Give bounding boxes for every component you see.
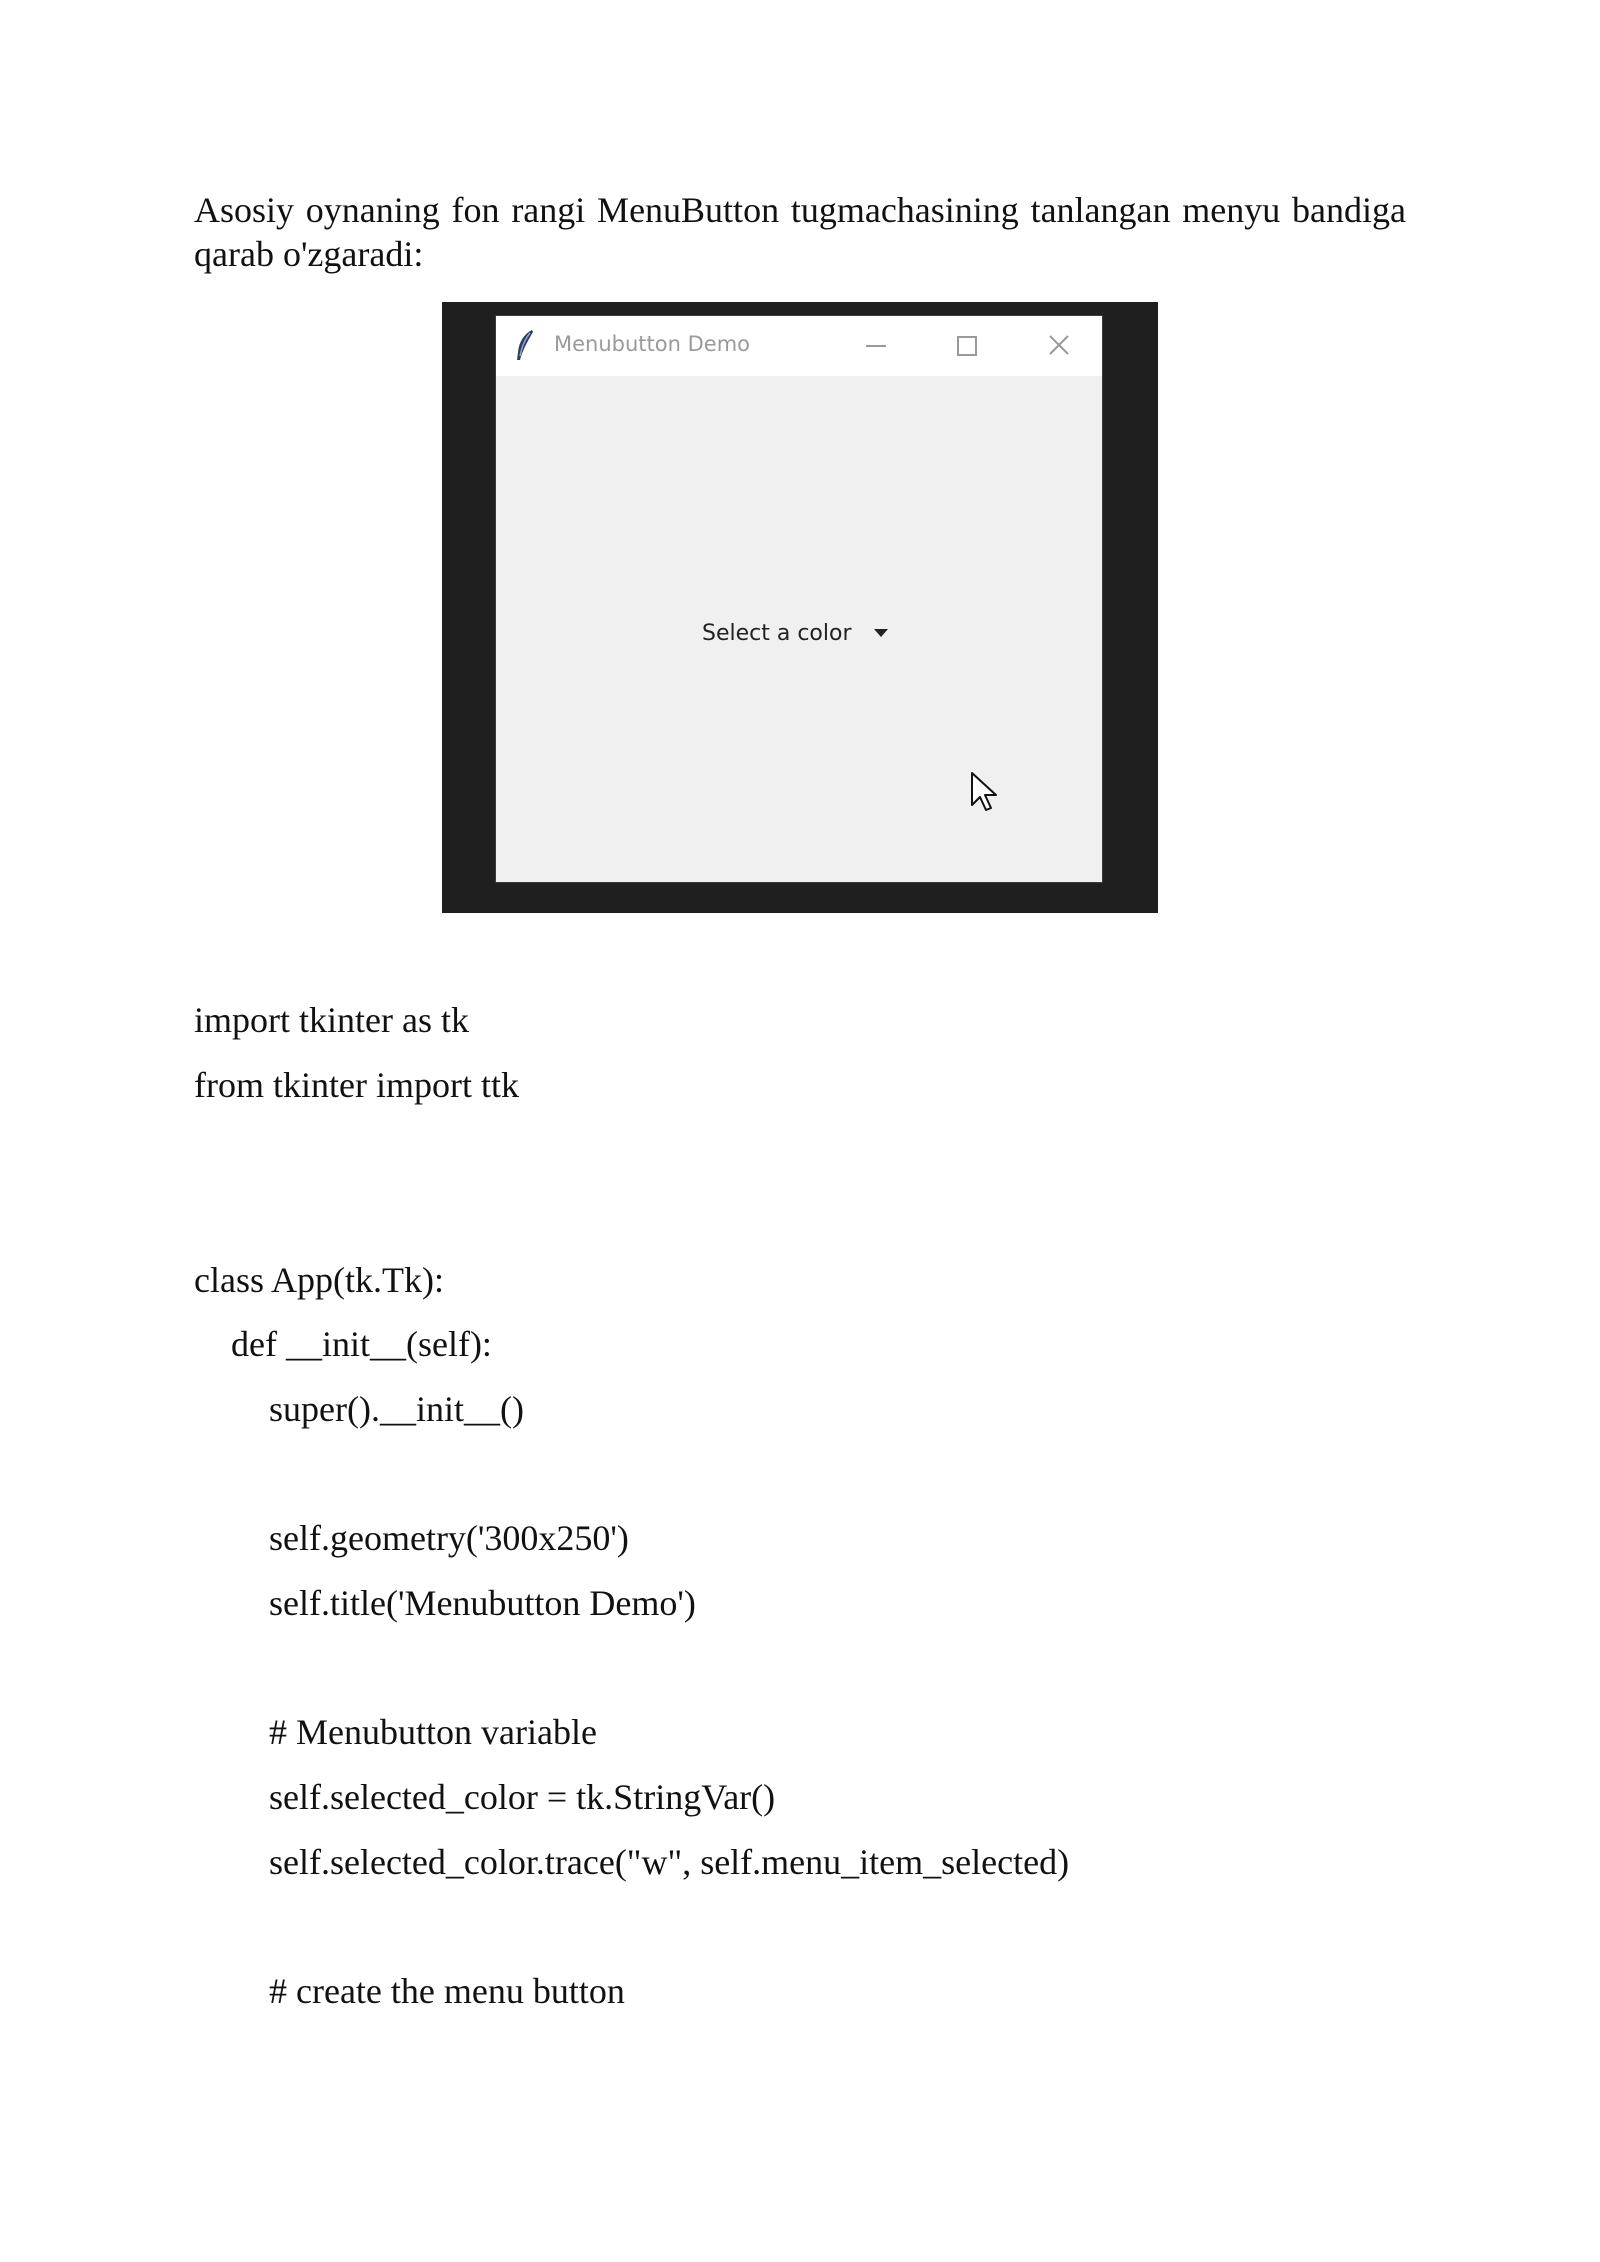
dropdown-arrow-icon xyxy=(874,629,888,637)
app-screenshot xyxy=(442,302,1158,913)
code-line: super().__init__() xyxy=(269,1389,524,1429)
maximize-icon[interactable] xyxy=(944,326,988,366)
menubutton-label: Select a color xyxy=(702,620,852,646)
code-line: # create the menu button xyxy=(269,1971,625,2011)
code-line: self.title('Menubutton Demo') xyxy=(269,1583,696,1623)
code-line: # Menubutton variable xyxy=(269,1712,597,1752)
feather-icon xyxy=(514,328,536,362)
code-line: self.geometry('300x250') xyxy=(269,1518,629,1558)
tk-window xyxy=(496,316,1102,882)
minimize-icon[interactable] xyxy=(854,326,898,366)
close-icon[interactable] xyxy=(1037,326,1081,366)
code-line: class App(tk.Tk): xyxy=(194,1260,444,1300)
intro-paragraph: Asosiy oynaning fon rangi MenuButton tugmachasining tanlangan menyu bandiga qarab o'zgaradi: xyxy=(194,190,1406,274)
code-line: import tkinter as tk xyxy=(194,1000,469,1040)
window-titlebar xyxy=(496,316,1102,376)
code-line: def __init__(self): xyxy=(231,1324,492,1364)
window-title: Menubutton Demo xyxy=(554,332,750,356)
select-color-menubutton[interactable] xyxy=(702,616,888,650)
code-line: from tkinter import ttk xyxy=(194,1065,519,1105)
mouse-cursor-icon xyxy=(970,771,998,813)
code-line: self.selected_color.trace("w", self.menu_item_selected) xyxy=(269,1842,1070,1882)
code-line: self.selected_color = tk.StringVar() xyxy=(269,1777,776,1817)
